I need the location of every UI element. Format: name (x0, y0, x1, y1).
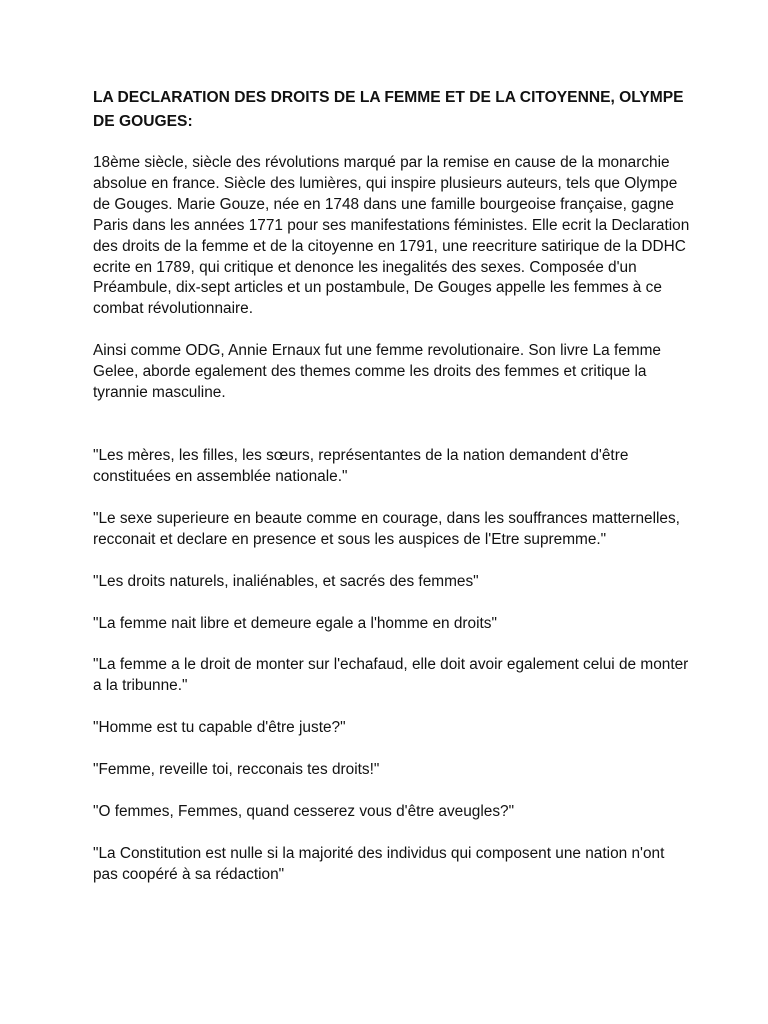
quote-paragraph: "Homme est tu capable d'être juste?" (93, 719, 346, 737)
quote-paragraph: "Les mères, les filles, les sœurs, représentantes de la nation demandent d'être constituées en assemblée nationale." (93, 446, 629, 485)
section-spacer (93, 425, 693, 446)
quote-paragraph: "Les droits naturels, inaliénables, et sacrés des femmes" (93, 572, 479, 590)
intro-paragraph: 18ème siècle, siècle des révolutions marqué par la remise en cause de la monarchie absolue en france. Siècle des lumières, qui inspire plusieurs auteurs, tels que Olympe de Gouges. Marie Gouze, née en 1748 dans une famille bourgeoise française, gagne Paris dans les années 1771 pour ses manifestations féministes. Elle ecrit la Declaration des droits de la femme et de la citoyenne en 1791, une reecriture satirique de la DDHC ecrite en 1789, qui critique et denonce les inegalités des sexes. Composée d'un Préambule, dix-sept articles et un postambule, De Gouges appelle les femmes à ce combat révolutionnaire. (93, 154, 690, 318)
quote-paragraph: "O femmes, Femmes, quand cesserez vous d'être aveugles?" (93, 803, 515, 821)
quote-paragraph: "Le sexe superieure en beaute comme en courage, dans les souffrances matternelles, recconait et declare en presence et sous les auspices de l'Etre supremme." (93, 509, 680, 548)
document-page (93, 86, 693, 907)
quote-paragraph: "La femme nait libre et demeure egale a l'homme en droits" (93, 614, 497, 632)
intro-paragraph: Ainsi comme ODG, Annie Ernaux fut une femme revolutionaire. Son livre La femme Gelee, aborde egalement des themes comme les droits des femmes et critique la tyrannie masculine. (93, 342, 661, 402)
quote-paragraph: "La femme a le droit de monter sur l'echafaud, elle doit avoir egalement celui de monter a la tribunne." (93, 656, 689, 695)
quote-paragraph: "La Constitution est nulle si la majorité des individus qui composent une nation n'ont pas coopéré à sa rédaction" (93, 844, 665, 883)
document-title: LA DECLARATION DES DROITS DE LA FEMME ET DE LA CITOYENNE, OLYMPE DE GOUGES: (93, 89, 684, 130)
quote-paragraph: "Femme, reveille toi, recconais tes droits!" (93, 761, 380, 779)
